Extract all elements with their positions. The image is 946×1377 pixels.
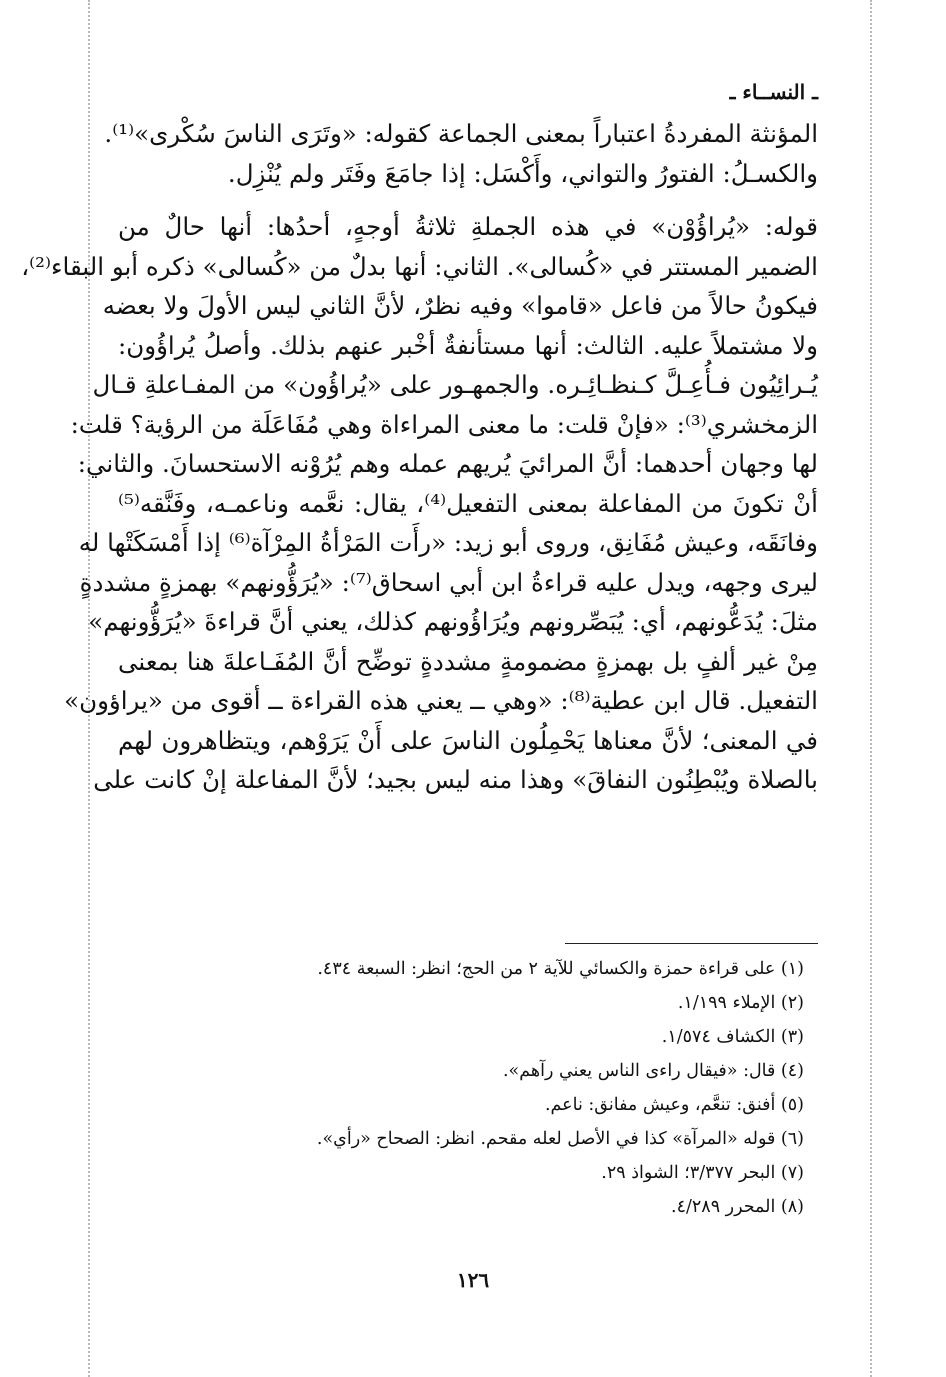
body-line: بالصلاة ويُبْطِنُون النفاقَ» وهذا منه ليس بجيد؛ لأنَّ المفاعلة إنْ كانت على [93, 765, 818, 794]
footnote: (٦) قوله «المرآة» كذا في الأصل لعله مقحم. انظر: الصحاح «رأي». [316, 1129, 804, 1149]
footnote: (١) على قراءة حمزة والكسائي للآية ٢ من الحج؛ انظر: السبعة ٤٣٤. [317, 959, 804, 979]
body-line: الزمخشري⁽³⁾: «فإنْ قلت: ما معنى المراءاة وهي مُفَاعَلَة من الرؤية؟ قلت: [70, 409, 818, 439]
body-line: التفعيل. قال ابن عطية⁽⁸⁾: «وهي ــ يعني هذه القراءة ــ أقوى من «يراؤون» [64, 686, 818, 715]
footnotes-list [118, 952, 818, 1224]
footnote: (٨) المحرر ٤/٢٨٩. [671, 1197, 804, 1217]
body-line: قوله: «يُراؤُوْن» في هذه الجملةِ ثلاثةُ أوجهٍ، أحدُها: أنها حالٌ من [118, 212, 818, 241]
page-body [21, 78, 818, 800]
scan-margin-line-right [870, 0, 872, 1377]
paragraph [21, 207, 818, 800]
footnote: (٧) البحر ٣/٣٧٧؛ الشواذ ٢٩. [601, 1163, 804, 1183]
footnote: (٣) الكشاف ١/٥٧٤. [661, 1027, 804, 1047]
footnote: (٥) أفنق: تنعَّم، وعيش مفانق: ناعم. [544, 1095, 804, 1115]
footnote-separator [565, 943, 818, 944]
body-line: وفانَقَه، وعيش مُفَانِق، وروى أبو زيد: «رأَت المَرْأةُ المِرْآة⁽⁶⁾ إذا أَمْسَكَتْها له [78, 528, 818, 557]
body-line: يُـرائِيُون فـأُعِـلَّ كـنظـائِـره. والجمهـور على «يُراؤُون» من المفـاعلةِ قـال [92, 370, 818, 399]
body-line: في المعنى؛ لأنَّ معناها يَحْمِلُون الناسَ على أَنْ يَرَوْهم، ويتظاهرون لهم [118, 725, 818, 755]
body-line: لها وجهان أحدهما: أنَّ المرائيَ يُريهم عمله وهم يُرُوْنه الاستحسانَ. والثاني: [77, 449, 818, 478]
running-head: ـ النســاء ـ [729, 80, 818, 104]
body-line: مِنْ غير ألفٍ بل بهمزةٍ مضمومةٍ مشددةٍ توضِّح أنَّ المُفَـاعلةَ هنا بمعنى [118, 646, 818, 676]
body-line: ولا مشتملاً عليه. الثالث: أنها مستأنفةٌ أخْبر عنهم بذلك. وأصلُ يُراؤُون: [118, 330, 818, 360]
body-line: والكسـلُ: الفتورُ والتواني، وأَكْسَل: إذا جامَعَ وفَتَر ولم يُنْزِل. [227, 158, 818, 188]
body-line: أنْ تكونَ من المفاعلة بمعنى التفعيل⁽⁴⁾، يقال: نعَّمه وناعمـه، وفَنَّقه⁽⁵⁾ [118, 488, 818, 518]
body-line: مثلَ: يُدَعُّونهم، أي: يُبَصِّرونهم ويُرَاؤُونهم كذلك، يعني أنَّ قراءةَ «يُرَؤُّونهم» [88, 607, 818, 636]
body-line: المؤنثة المفردةُ اعتباراً بمعنى الجماعة كقوله: «وتَرَى الناسَ سُكْرى»⁽¹⁾. [104, 119, 818, 148]
footnote: (٢) الإملاء ١/١٩٩. [677, 993, 804, 1013]
body-line: فيكونُ حالاً من فاعل «قاموا» وفيه نظرٌ، لأنَّ الثاني ليس الأولَ ولا بعضه [102, 291, 818, 320]
body-line: الضمير المستتر في «كُسالى». الثاني: أنها بدلٌ من «كُسالى» ذكره أبو البقاء⁽²⁾، [21, 251, 818, 281]
body-line: ليرى وجهه، ويدل عليه قراءةُ ابن أبي اسحاق⁽⁷⁾: «يُرَؤُّونهم» بهمزةٍ مشددةٍ [79, 567, 818, 597]
page-number: ١٢٦ [456, 1268, 490, 1292]
footnote: (٤) قال: «فيقال راءى الناس يعني رآهم». [502, 1061, 804, 1081]
